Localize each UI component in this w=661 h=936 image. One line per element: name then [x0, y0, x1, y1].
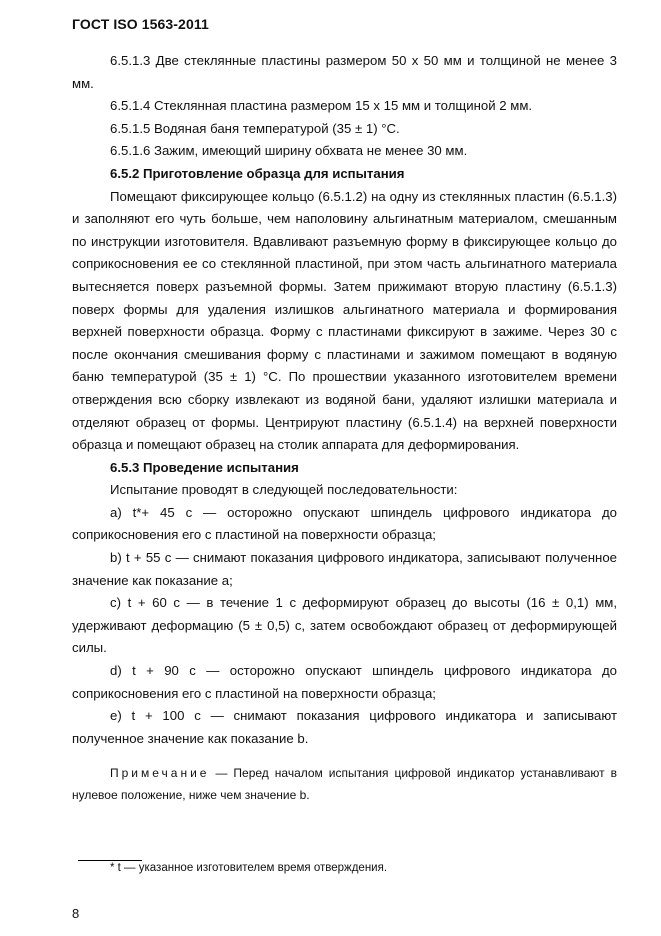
paragraph-6-5-1-5: 6.5.1.5 Водяная баня температурой (35 ± 1) °С. — [110, 120, 400, 136]
list-item-c: с) t + 60 с — в течение 1 с деформируют образец до высоты (16 ± 0,1) мм, удерживают деформацию (5 ± 0,5) с, затем освобождают образец от деформирующей силы. — [72, 595, 617, 656]
note-label: Примечание — [110, 766, 210, 781]
paragraph-6-5-1-3: 6.5.1.3 Две стеклянные пластины размером 50 х 50 мм и толщиной не менее 3 мм. — [72, 53, 617, 91]
section-heading-6-5-2: 6.5.2 Приготовление образца для испытания — [110, 165, 405, 181]
paragraph-sample-preparation: Помещают фиксирующее кольцо (6.5.1.2) на одну из стеклянных пластин (6.5.1.3) и заполняют его чуть больше, чем наполовину альгинатным материалом, смешанным по инструкции изготовителя. Вдавливают разъемную форму в фиксирующее кольцо до соприкосновения ее со стеклянной пластиной, при этом часть альгинатного материала вытесняется поверх разъемной формы. Затем прижимают вторую пластину (6.5.1.3) поверх формы для удаления излишков альгинатного материала и формирования верхней поверхности образца. Форму с пластинами фиксируют в зажиме. Через 30 с после окончания смешивания форму с пластинами и зажимом помещают в водяную баню температурой (35 ± 1) °С. По прошествии указанного изготовителем времени отверждения всю сборку извлекают из водяной бани, удаляют излишки материала и отделяют образец от формы. Центрируют пластину (6.5.1.4) на верхней поверхности образца и помещают образец на столик аппарата для деформирования. — [72, 188, 617, 453]
document-body — [72, 50, 617, 818]
note-text: — Перед началом испытания цифровой индикатор устанавливают в нулевое положение, ниже чем значение b. — [72, 766, 617, 803]
paragraph-6-5-1-4: 6.5.1.4 Стеклянная пластина размером 15 х 15 мм и толщиной 2 мм. — [110, 98, 533, 114]
paragraph-test-sequence-intro: Испытание проводят в следующей последовательности: — [110, 482, 458, 498]
footnote: * t — указанное изготовителем время отверждения. — [110, 862, 388, 874]
footnote-separator — [78, 860, 142, 861]
page-number: 8 — [72, 906, 80, 921]
list-item-b: b) t + 55 с — снимают показания цифрового индикатора, записывают полученное значение как показание а; — [72, 550, 617, 588]
list-item-a: а) t*+ 45 с — осторожно опускают шпиндель цифрового индикатора до соприкосновения его с пластиной на поверхности образца; — [72, 504, 617, 543]
paragraph-6-5-1-6: 6.5.1.6 Зажим, имеющий ширину обхвата не менее 30 мм. — [110, 143, 468, 159]
document-header: ГОСТ ISO 1563-2011 — [72, 16, 209, 32]
list-item-e: е) t + 100 с — снимают показания цифрового индикатора и записывают полученное значение как показание b. — [72, 708, 617, 746]
list-item-d: d) t + 90 с — осторожно опускают шпиндель цифрового индикатора до соприкосновения его с пластиной на поверхности образца; — [72, 663, 617, 701]
note-paragraph — [72, 762, 617, 806]
section-heading-6-5-3: 6.5.3 Проведение испытания — [110, 459, 299, 475]
